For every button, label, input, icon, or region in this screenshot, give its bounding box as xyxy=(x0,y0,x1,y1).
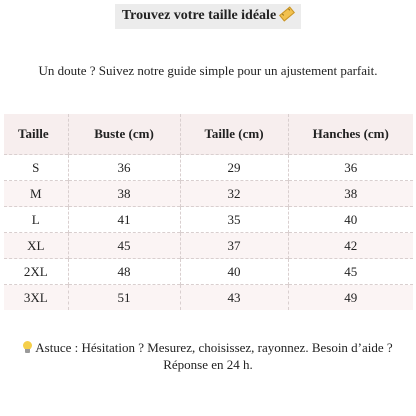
cell-waist: 43 xyxy=(180,285,288,311)
cell-size: M xyxy=(4,181,68,207)
cell-size: 2XL xyxy=(4,259,68,285)
table-row xyxy=(4,181,413,207)
table-row xyxy=(4,259,413,285)
cell-hips: 40 xyxy=(288,207,413,233)
table-header-row xyxy=(4,114,413,155)
cell-waist: 29 xyxy=(180,155,288,181)
lightbulb-icon xyxy=(23,341,32,353)
cell-hips: 45 xyxy=(288,259,413,285)
cell-hips: 49 xyxy=(288,285,413,311)
cell-bust: 38 xyxy=(68,181,180,207)
cell-bust: 51 xyxy=(68,285,180,311)
page-title-badge xyxy=(115,4,301,29)
table-row xyxy=(4,233,413,259)
tip-text: Astuce : Hésitation ? Mesurez, choisissez, rayonnez. Besoin d’aide ? Réponse en 24 h. xyxy=(35,340,393,372)
cell-size: XL xyxy=(4,233,68,259)
cell-waist: 37 xyxy=(180,233,288,259)
cell-hips: 42 xyxy=(288,233,413,259)
cell-waist: 35 xyxy=(180,207,288,233)
cell-waist: 32 xyxy=(180,181,288,207)
cell-size: L xyxy=(4,207,68,233)
header-hips: Hanches (cm) xyxy=(288,114,413,155)
page-title: Trouvez votre taille idéale xyxy=(121,8,277,23)
cell-waist: 40 xyxy=(180,259,288,285)
header-waist: Taille (cm) xyxy=(180,114,288,155)
table-row xyxy=(4,285,413,311)
cell-bust: 36 xyxy=(68,155,180,181)
table-row xyxy=(4,207,413,233)
cell-size: 3XL xyxy=(4,285,68,311)
cell-hips: 36 xyxy=(288,155,413,181)
cell-bust: 48 xyxy=(68,259,180,285)
cell-bust: 41 xyxy=(68,207,180,233)
header-bust: Buste (cm) xyxy=(68,114,180,155)
cell-bust: 45 xyxy=(68,233,180,259)
table-row xyxy=(4,155,413,181)
cell-hips: 38 xyxy=(288,181,413,207)
size-chart-table xyxy=(4,114,413,310)
tip-paragraph xyxy=(20,339,396,373)
header-size: Taille xyxy=(4,114,68,155)
title-container xyxy=(0,4,416,29)
cell-size: S xyxy=(4,155,68,181)
ruler-icon xyxy=(279,6,295,21)
intro-text: Un doute ? Suivez notre guide simple pour un ajustement parfait. xyxy=(38,63,378,78)
